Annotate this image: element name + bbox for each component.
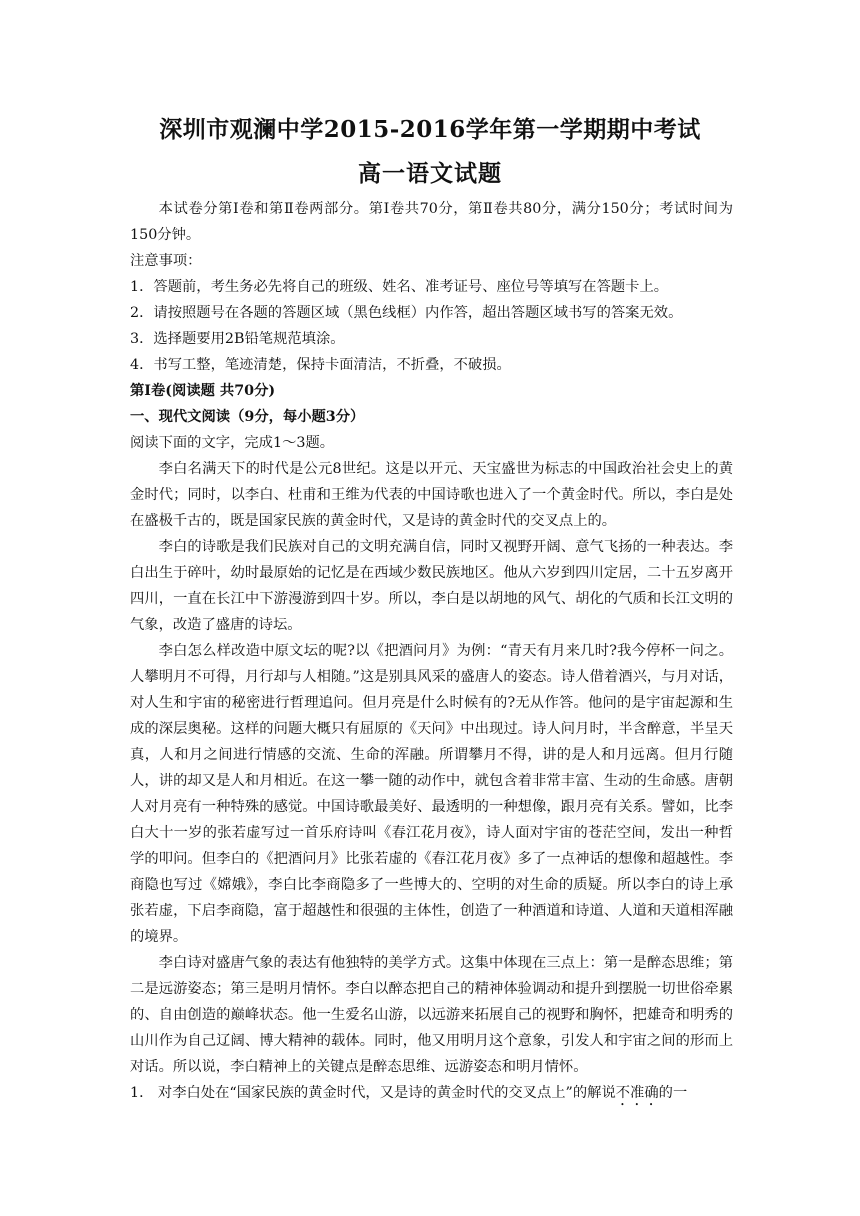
note-item-2: 2．请按照题号在各题的答题区域（黑色线框）内作答，超出答题区域书写的答案无效。 <box>130 305 683 321</box>
question-1-emphasis: 不准确 <box>615 1085 659 1101</box>
part-heading: 一、现代文阅读（9分，每小题3分） <box>130 409 365 425</box>
passage-paragraph-1: 李白名满天下的时代是公元8世纪。这是以开元、天宝盛世为标志的中国政治社会史上的黄金时代；同时，以李白、杜甫和王维为代表的中国诗歌也进入了一个黄金时代。所以，李白是处在盛极千古的，既是国家民族的黄金时代，又是诗的黄金时代的交叉点上的。 <box>130 461 733 529</box>
passage-paragraph-2: 李白的诗歌是我们民族对自己的文明充满自信，同时又视野开阔、意气飞扬的一种表达。李白出生于碎叶，幼时最原始的记忆是在西域少数民族地区。他从六岁到四川定居，二十五岁离开四川，一直在长江中下游漫游到四十岁。所以，李白是以胡地的风气、胡化的气质和长江文明的气象，改造了盛唐的诗坛。 <box>130 539 733 633</box>
note-item-4: 4．书写工整，笔迹清楚，保持卡面清洁，不折叠，不破损。 <box>130 357 511 373</box>
passage-paragraph-4: 李白诗对盛唐气象的表达有他独特的美学方式。这集中体现在三点上：第一是醉态思维；第二是远游姿态；第三是明月情怀。李白以醉态把自己的精神体验调动和提升到摆脱一切世俗牵累的、自由创造的巅峰状态。他一生爱名山游，以远游来拓展自己的视野和胸怀，把雄奇和明秀的山川作为自己辽阔、博大精神的载体。同时，他又用明月这个意象，引发人和宇宙之间的形而上对话。所以说，李白精神上的关键点是醉态思维、远游姿态和明月情怀。 <box>130 955 733 1075</box>
question-1-text: 1． 对李白处在“国家民族的黄金时代，又是诗的黄金时代的交叉点上”的解说 <box>130 1085 616 1101</box>
question-1 <box>130 1080 733 1109</box>
note-item-3: 3．选择题要用2B铅笔规范填涂。 <box>130 331 345 347</box>
passage-paragraph-3: 李白怎么样改造中原文坛的呢?以《把酒问月》为例：“青天有月来几时?我今停杯一问之。人攀明月不可得，月行却与人相随。”这是别具风采的盛唐人的姿态。诗人借着酒兴，与月对话，对人生和宇宙的秘密进行哲理追问。但月亮是什么时候有的?无从作答。他问的是宇宙起源和生成的深层奥秘。这样的问题大概只有屈原的《天问》中出现过。诗人问月时，半含醉意，半呈天真，人和月之间进行情感的交流、生命的浑融。所谓攀月不得，讲的是人和月远离。但月行随人，讲的却又是人和月相近。在这一攀一随的动作中，就包含着非常丰富、生动的生命感。唐朝人对月亮有一种特殊的感觉。中国诗歌最美好、最透明的一种想像，跟月亮有关系。譬如，比李白大十一岁的张若虚写过一首乐府诗叫《春江花月夜》，诗人面对宇宙的苍茫空间，发出一种哲学的叩问。但李白的《把酒问月》比张若虚的《春江花月夜》多了一点神话的想像和超越性。李商隐也写过《嫦娥》，李白比李商隐多了一些博大的、空明的对生命的质疑。所以李白的诗上承张若虚，下启李商隐，富于超越性和很强的主体性，创造了一种酒道和诗道、人道和天道相浑融的境界。 <box>130 643 733 945</box>
question-1-tail: 的一 <box>658 1085 688 1101</box>
reading-instruction: 阅读下面的文字，完成1～3题。 <box>130 435 335 451</box>
exam-description: 本试卷分第Ⅰ卷和第Ⅱ卷两部分。第Ⅰ卷共70分，第Ⅱ卷共80分，满分150分；考试时间为150分钟。 <box>130 201 733 243</box>
exam-content <box>130 196 733 1109</box>
section-heading: 第Ⅰ卷(阅读题 共70分) <box>130 383 276 399</box>
notes-label: 注意事项： <box>130 253 202 269</box>
note-item-1: 1．答题前，考生务必先将自己的班级、姓名、准考证号、座位号等填写在答题卡上。 <box>130 279 669 295</box>
exam-title: 深圳市观澜中学2015-2016学年第一学期期中考试 <box>159 116 701 143</box>
exam-subtitle: 高一语文试题 <box>358 160 502 187</box>
